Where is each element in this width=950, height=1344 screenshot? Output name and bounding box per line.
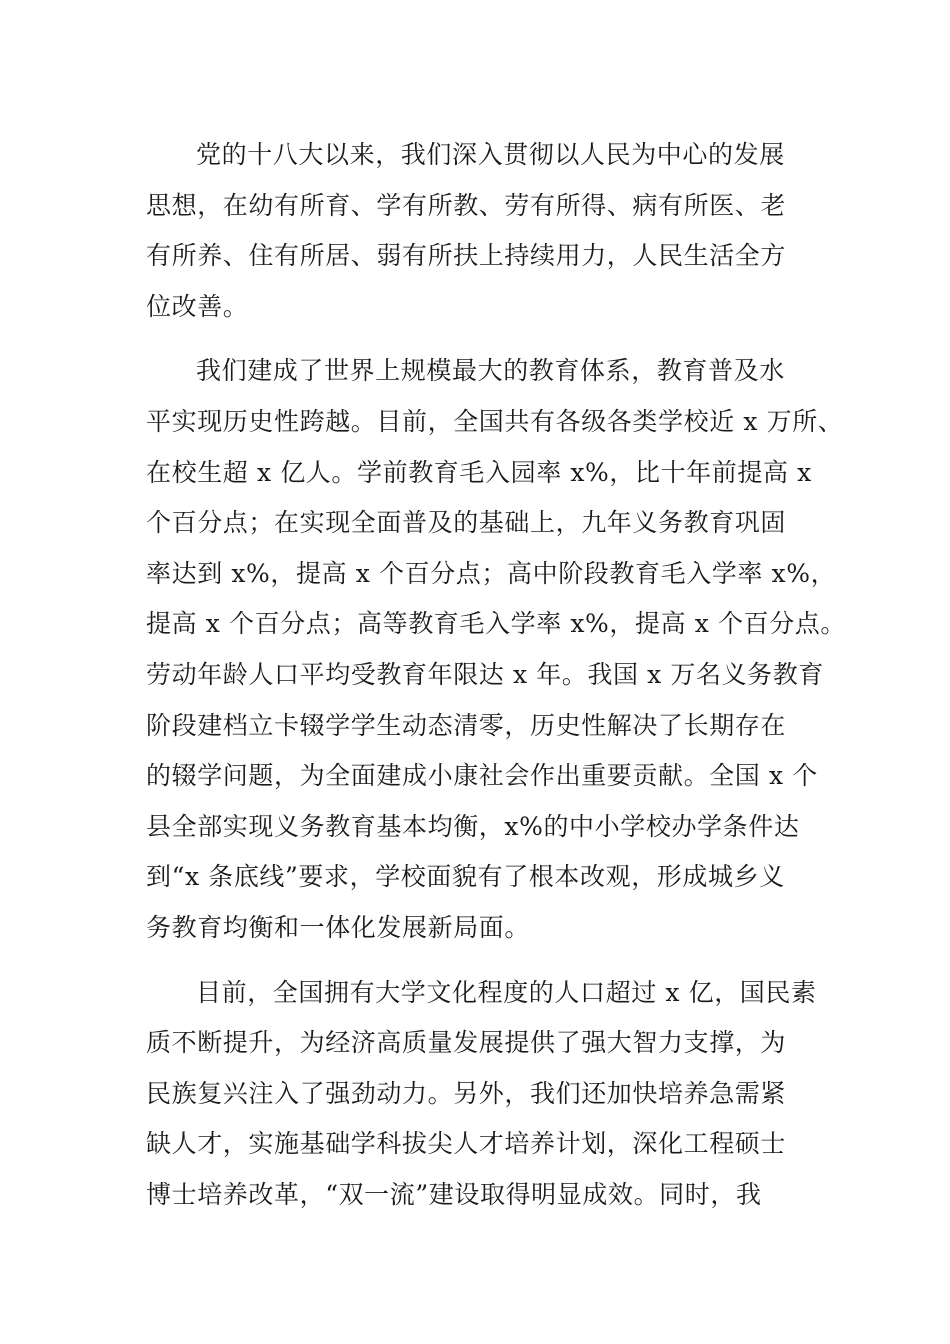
text-line: 在校生超 x 亿人。学前教育毛入园率 x%，比十年前提高 x bbox=[146, 457, 812, 487]
text-line: 率达到 x%，提高 x 个百分点；高中阶段教育毛入学率 x%， bbox=[146, 558, 837, 588]
text-line: 位改善。 bbox=[146, 291, 249, 321]
paragraph-education-system bbox=[146, 346, 846, 953]
text-line: 提高 x 个百分点；高等教育毛入学率 x%，提高 x 个百分点。 bbox=[146, 609, 846, 639]
text-line: 博士培养改革，“双一流”建设取得明显成效。同时，我 bbox=[146, 1179, 762, 1209]
text-line: 个百分点；在实现全面普及的基础上，九年义务教育巩固 bbox=[146, 508, 787, 538]
text-line: 缺人才，实施基础学科拔尖人才培养计划，深化工程硕士 bbox=[146, 1129, 787, 1159]
text-line: 质不断提升，为经济高质量发展提供了强大智力支撑，为 bbox=[146, 1028, 787, 1058]
paragraph-achievements bbox=[146, 130, 826, 332]
document-body bbox=[146, 130, 846, 1234]
text-line: 有所养、住有所居、弱有所扶上持续用力，人民生活全方 bbox=[146, 241, 787, 271]
text-line: 民族复兴注入了强劲动力。另外，我们还加快培养急需紧 bbox=[146, 1078, 787, 1108]
text-line: 平实现历史性跨越。目前，全国共有各级各类学校近 x 万所、 bbox=[146, 406, 844, 436]
text-line: 阶段建档立卡辍学学生动态清零，历史性解决了长期存在 bbox=[146, 710, 787, 740]
text-line: 思想，在幼有所育、学有所教、劳有所得、病有所医、老 bbox=[146, 190, 787, 220]
text-line: 我们建成了世界上规模最大的教育体系，教育普及水 bbox=[196, 356, 785, 386]
text-line: 务教育均衡和一体化发展新局面。 bbox=[146, 912, 531, 942]
text-line: 的辍学问题，为全面建成小康社会作出重要贡献。全国 x 个 bbox=[146, 761, 818, 791]
text-line: 到“x 条底线”要求，学校面貌有了根本改观，形成城乡义 bbox=[146, 862, 785, 892]
text-line: 县全部实现义务教育基本均衡，x%的中小学校办学条件达 bbox=[146, 811, 800, 841]
paragraph-university-talent bbox=[146, 968, 826, 1221]
text-line: 劳动年龄人口平均受教育年限达 x 年。我国 x 万名义务教育 bbox=[146, 659, 824, 689]
text-line: 党的十八大以来，我们深入贯彻以人民为中心的发展 bbox=[196, 140, 785, 169]
text-line: 目前，全国拥有大学文化程度的人口超过 x 亿，国民素 bbox=[196, 977, 817, 1007]
